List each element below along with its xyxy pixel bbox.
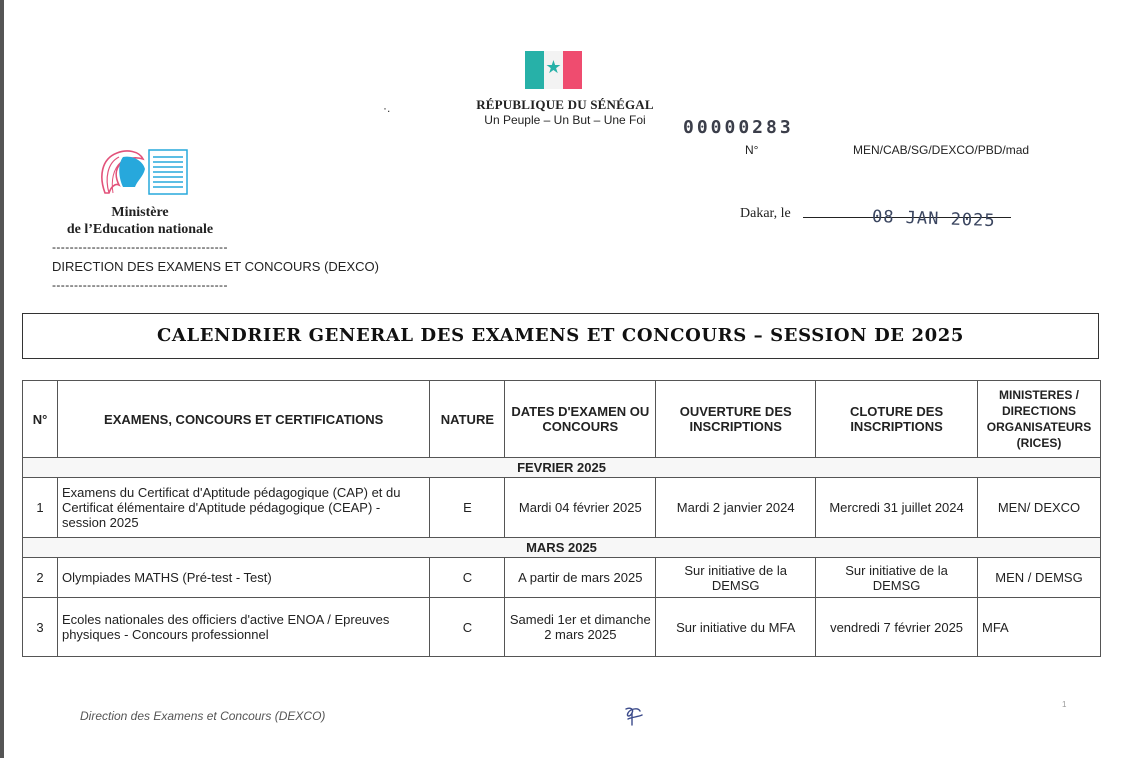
- senegal-flag-icon: ★: [525, 51, 582, 89]
- footer-text: Direction des Examens et Concours (DEXCO): [80, 709, 326, 723]
- divider-bottom: ----------------------------------------: [52, 278, 228, 292]
- calendar-table: [22, 380, 1101, 657]
- cell-dates: Samedi 1er et dimanche 2 mars 2025: [505, 598, 656, 657]
- ministry-name: [40, 204, 240, 238]
- cell-exam: Examens du Certificat d'Aptitude pédagogique (CAP) et du Certificat élémentaire d'Aptitude pédagogique (CEAP) - session 2025: [57, 478, 429, 538]
- month-row: [23, 458, 1101, 478]
- cell-organizer: MEN / DEMSG: [977, 558, 1100, 598]
- header-closing: CLOTURE DES INSCRIPTIONS: [816, 381, 978, 458]
- cell-num: 3: [23, 598, 58, 657]
- header-opening: OUVERTURE DES INSCRIPTIONS: [656, 381, 816, 458]
- date-prefix: Dakar, le: [740, 206, 791, 221]
- ministry-line1: Ministère: [111, 205, 169, 220]
- ministry-line2: de l’Education nationale: [66, 222, 214, 237]
- header-num: N°: [23, 381, 58, 458]
- reference-label: N°: [745, 143, 759, 157]
- cell-nature: C: [430, 598, 505, 657]
- month-label: FEVRIER 2025: [23, 458, 1101, 478]
- cell-organizer: MFA: [977, 598, 1100, 657]
- initials-signature-icon: [620, 703, 646, 729]
- ministry-logo-icon: [93, 147, 189, 197]
- header-nature: NATURE: [430, 381, 505, 458]
- header-organizers: MINISTERES / DIRECTIONS ORGANISATEURS (RICES): [977, 381, 1100, 458]
- scan-speck: ·.: [383, 101, 391, 115]
- table-row: [23, 478, 1101, 538]
- republic-title: RÉPUBLIQUE DU SÉNÉGAL: [476, 97, 654, 112]
- header-exam: EXAMENS, CONCOURS ET CERTIFICATIONS: [57, 381, 429, 458]
- reference-number: 00000283: [683, 117, 794, 138]
- cell-organizer: MEN/ DEXCO: [977, 478, 1100, 538]
- scan-edge: [0, 0, 4, 758]
- cell-dates: A partir de mars 2025: [505, 558, 656, 598]
- cell-exam: Olympiades MATHS (Pré-test - Test): [57, 558, 429, 598]
- republic-motto: Un Peuple – Un But – Une Foi: [484, 113, 646, 127]
- page-title: CALENDRIER GENERAL DES EXAMENS ET CONCOURS – SESSION DE 2025: [156, 325, 964, 346]
- direction-name: DIRECTION DES EXAMENS ET CONCOURS (DEXCO): [52, 259, 379, 274]
- date-stamp: 08 JAN 2025: [871, 206, 996, 232]
- header-dates: DATES D'EXAMEN OU CONCOURS: [505, 381, 656, 458]
- page-number: 1: [1062, 700, 1067, 709]
- cell-closing: vendredi 7 février 2025: [816, 598, 978, 657]
- month-row: [23, 538, 1101, 558]
- cell-nature: C: [430, 558, 505, 598]
- cell-nature: E: [430, 478, 505, 538]
- cell-opening: Sur initiative du MFA: [656, 598, 816, 657]
- table-row: [23, 558, 1101, 598]
- cell-opening: Sur initiative de la DEMSG: [656, 558, 816, 598]
- cell-exam: Ecoles nationales des officiers d'active ENOA / Epreuves physiques - Concours professionnel: [57, 598, 429, 657]
- reference-code: MEN/CAB/SG/DEXCO/PBD/mad: [853, 143, 1030, 157]
- month-label: MARS 2025: [23, 538, 1101, 558]
- cell-num: 2: [23, 558, 58, 598]
- cell-opening: Mardi 2 janvier 2024: [656, 478, 816, 538]
- cell-closing: Sur initiative de la DEMSG: [816, 558, 978, 598]
- table-header-row: [23, 381, 1101, 458]
- cell-dates: Mardi 04 février 2025: [505, 478, 656, 538]
- divider-top: ----------------------------------------: [52, 240, 228, 254]
- cell-closing: Mercredi 31 juillet 2024: [816, 478, 978, 538]
- table-row: [23, 598, 1101, 657]
- title-box: [22, 313, 1099, 359]
- cell-num: 1: [23, 478, 58, 538]
